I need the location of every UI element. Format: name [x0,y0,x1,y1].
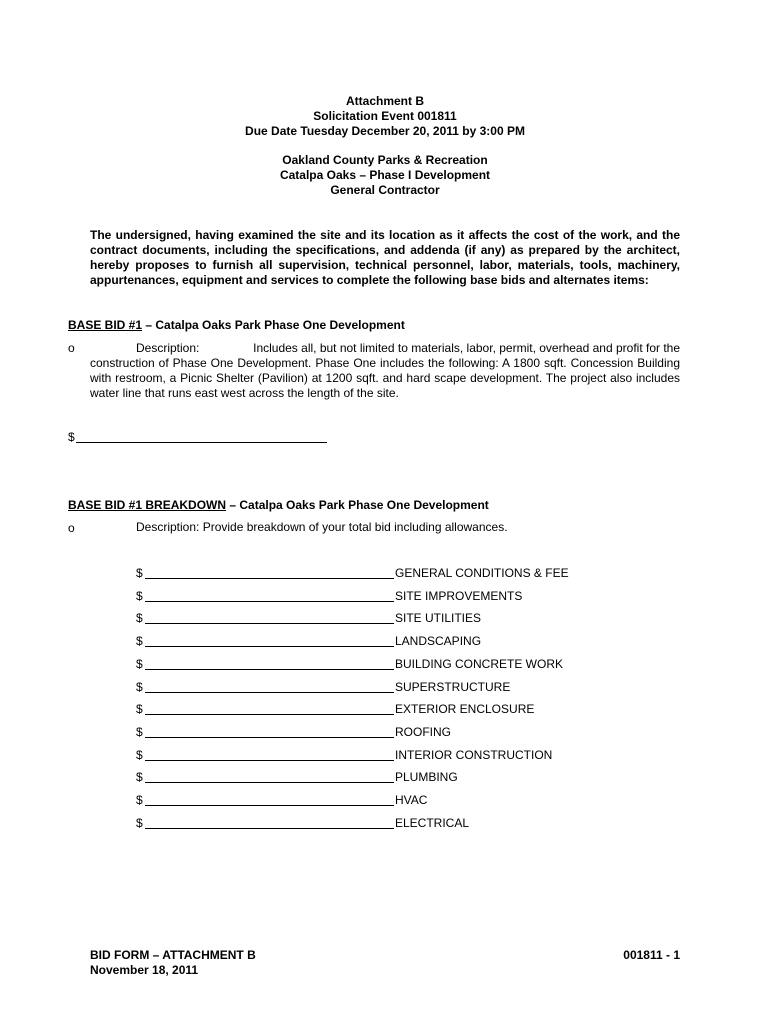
amount-blank [145,578,394,579]
amount-blank [145,601,394,602]
dollar-sign: $ [136,589,143,603]
base-bid-total-blank [76,442,327,443]
attachment-title: Attachment B [345,94,424,108]
line-item-label: ELECTRICAL [395,816,470,830]
breakdown-line-item[interactable] [136,634,596,650]
project-name: Catalpa Oaks – Phase I Development [279,168,491,182]
description-body: construction of Phase One Development. Phase One includes the following: A 1800 sqft. Concession Building with restroom, a Picnic Shelter (Pavilion) at 1200 sqft. and hard scape development. The project also includes water line that runs east west across the length of the site. [90,356,680,400]
amount-blank [145,805,394,806]
breakdown-heading [68,498,489,512]
dollar-sign: $ [136,816,143,830]
dollar-sign: $ [136,611,143,625]
amount-blank [145,692,394,693]
footer-form-title: BID FORM – ATTACHMENT B [90,948,256,962]
base-bid-label: BASE BID #1 [68,318,143,332]
base-bid-description [90,341,680,401]
amount-blank [145,669,394,670]
amount-blank [145,782,394,783]
dollar-sign: $ [136,725,143,739]
dollar-sign: $ [136,702,143,716]
amount-blank [145,623,394,624]
line-item-label: BUILDING CONCRETE WORK [395,657,564,671]
breakdown-line-item[interactable] [136,657,596,673]
line-item-label: PLUMBING [395,770,458,784]
description-first-line: Includes all, but not limited to materials, labor, permit, overhead and profit for the [253,341,680,355]
line-item-label: ROOFING [395,725,451,739]
amount-blank [145,828,394,829]
breakdown-title: – Catalpa Oaks Park Phase One Development [226,498,489,512]
footer-date: November 18, 2011 [90,963,199,977]
dollar-sign: $ [136,634,143,648]
breakdown-label: BASE BID #1 BREAKDOWN [68,498,227,512]
organization-name: Oakland County Parks & Recreation [282,153,488,167]
breakdown-line-item[interactable] [136,748,596,764]
breakdown-line-item[interactable] [136,566,596,582]
dollar-sign: $ [136,680,143,694]
contractor-type: General Contractor [330,183,440,197]
line-item-label: EXTERIOR ENCLOSURE [395,702,535,716]
breakdown-line-item[interactable] [136,702,596,718]
line-item-label: GENERAL CONDITIONS & FEE [395,566,569,580]
line-item-label: HVAC [395,793,428,807]
dollar-sign: $ [136,770,143,784]
description-label: Description: [136,341,200,355]
base-bid-total-field[interactable] [68,430,330,446]
breakdown-line-item[interactable] [136,793,596,809]
amount-blank [145,737,394,738]
dollar-sign: $ [68,430,75,444]
bullet-icon: o [68,341,75,355]
breakdown-line-item[interactable] [136,680,596,696]
dollar-sign: $ [136,566,143,580]
dollar-sign: $ [136,657,143,671]
breakdown-line-item[interactable] [136,770,596,786]
base-bid-heading [68,318,405,332]
dollar-sign: $ [136,748,143,762]
breakdown-line-item[interactable] [136,589,596,605]
line-item-label: LANDSCAPING [395,634,482,648]
line-item-label: SITE UTILITIES [395,611,482,625]
base-bid-title: – Catalpa Oaks Park Phase One Development [142,318,405,332]
due-date: Due Date Tuesday December 20, 2011 by 3:00 PM [245,124,525,138]
breakdown-line-item[interactable] [136,816,596,832]
amount-blank [145,760,394,761]
breakdown-description: Description: Provide breakdown of your total bid including allowances. [136,520,508,534]
line-item-label: SUPERSTRUCTURE [395,680,511,694]
dollar-sign: $ [136,793,143,807]
line-item-label: INTERIOR CONSTRUCTION [395,748,553,762]
intro-paragraph: The undersigned, having examined the site and its location as it affects the cost of the work, and the contract documents, including the specifications, and addenda (if any) as prepared by the architect, hereby proposes to furnish all supervision, technical personnel, labor, materials, tools, machinery, appurtenances, equipment and services to complete the following base bids and alternates items: [90,228,680,287]
line-item-label: SITE IMPROVEMENTS [395,589,523,603]
breakdown-line-item[interactable] [136,725,596,741]
amount-blank [145,646,394,647]
amount-blank [145,714,394,715]
footer-page-ref: 001811 - 1 [623,948,680,962]
breakdown-line-item[interactable] [136,611,596,627]
solicitation-event: Solicitation Event 001811 [313,109,457,123]
bullet-icon: o [68,521,75,535]
